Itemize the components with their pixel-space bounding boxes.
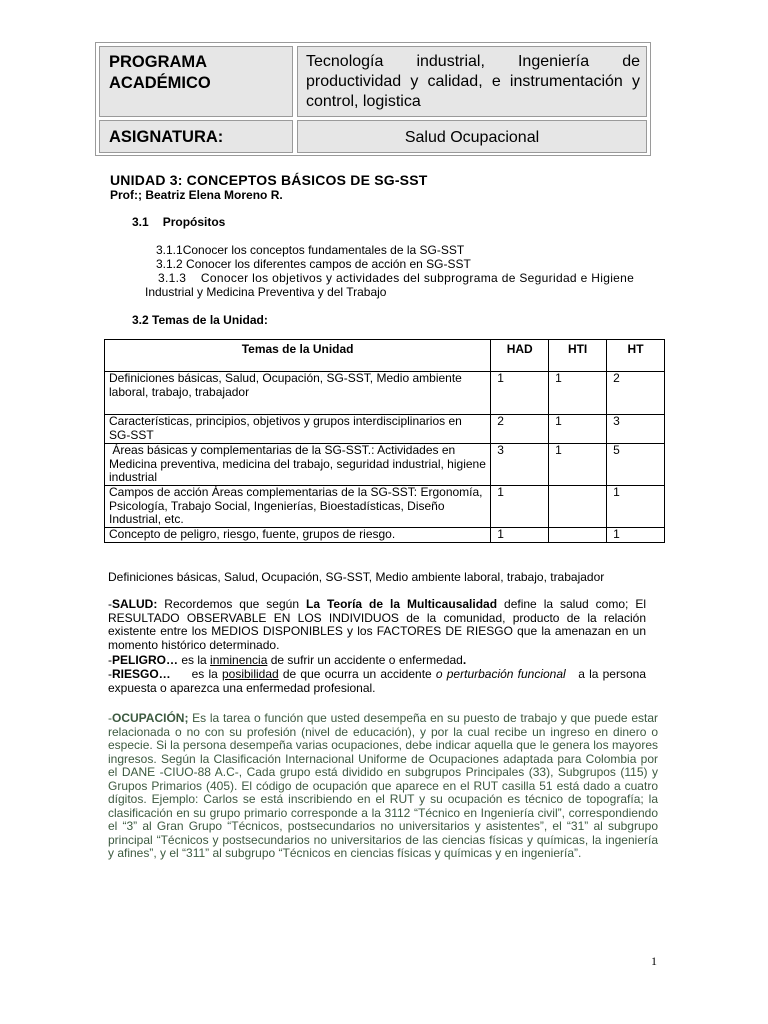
topic-cell: Campos de acción Áreas complementarias de la SG-SST: Ergonomía, Psicología, Trabajo Social, Ingenierías, Bioestadísticas, Diseño Industrial, etc.	[105, 486, 491, 528]
table-row	[105, 444, 665, 486]
purposes-heading-number: 3.1	[132, 215, 149, 229]
riesgo-italic: o perturbación funcional	[435, 667, 566, 681]
peligro-end: .	[462, 653, 467, 667]
riesgo-text-2: de que ocurra un accidente	[278, 667, 436, 681]
salud-dash: -	[108, 597, 112, 611]
definitions-title: Definiciones básicas, Salud, Ocupación, SG-SST, Medio ambiente laboral, trabajo, trabajador	[108, 570, 605, 584]
salud-term: SALUD:	[112, 597, 158, 611]
salud-paragraph	[108, 598, 646, 652]
purposes-heading-text: Propósitos	[162, 215, 226, 229]
ocupacion-paragraph	[108, 712, 658, 861]
purpose-item: 3.1.1Conocer los conceptos fundamentales de la SG-SST	[156, 243, 465, 257]
table-header-row	[105, 340, 665, 372]
salud-text-1: Recordemos que según	[157, 597, 306, 611]
riesgo-underlined: posibilidad	[221, 667, 279, 681]
peligro-text-1: es la	[178, 653, 211, 667]
table-row	[105, 415, 665, 444]
hti-cell: 1	[549, 444, 607, 486]
table-row	[105, 528, 665, 543]
unit-title: UNIDAD 3: CONCEPTOS BÁSICOS DE SG-SST	[110, 172, 428, 188]
hti-cell: 1	[549, 415, 607, 444]
peligro-underlined: inminencia	[210, 653, 268, 667]
ocupacion-term: OCUPACIÓN;	[112, 711, 189, 725]
purpose-item: 3.1.2 Conocer los diferentes campos de acción en SG-SST	[156, 257, 471, 271]
ht-cell: 2	[607, 372, 665, 415]
purpose-item: 3.1.3 Conocer los objetivos y actividades del subprograma de Seguridad e Higiene	[158, 271, 635, 285]
program-label: PROGRAMA ACADÉMICO	[109, 53, 211, 92]
riesgo-term: RIESGO…	[112, 667, 171, 681]
page-number: 1	[651, 954, 657, 968]
ht-cell: 1	[607, 486, 665, 528]
had-cell: 1	[491, 372, 549, 415]
had-cell: 1	[491, 486, 549, 528]
purposes-heading	[132, 216, 225, 230]
had-cell: 1	[491, 528, 549, 543]
table-row	[105, 486, 665, 528]
hti-cell	[549, 528, 607, 543]
ocupacion-text: Es la tarea o función que usted desempeña en su puesto de trabajo y que puede estar relacionada o no con su profesión (nivel de educación), y por la cual recibe un ingreso en dinero o especie. Si la persona desempeña varias ocupaciones, debe indicar aquella que le genera los mayores ingresos. Según la Clasificación Internacional Uniforme de Ocupaciones adaptada para Colombia por el DANE -CIUO-88 A.C-, Cada grupo está dividido en subgrupos Principales (33), Subgrupos (115) y Grupos Primarios (405). El código de ocupación que aparece en el RUT casilla 51 está dado a cuatro dígitos. Ejemplo: Carlos se está inscribiendo en el RUT y su ocupación es técnico de topografía; la clasificación en su grupo primario corresponde a la 3112 “Técnico en Ingeniería civil”, correspondiendo el “3” al Gran Grupo “Técnicos, postsecundarios no universitarios y asistentes”, el “31” al subgrupo principal “Técnicos y postsecundarios no universitarios de las ciencias físicas y químicas, la ingeniería y afines”, y el “311” al subgrupo “Técnicos en ciencias físicas y químicas y en ingeniería”.	[108, 711, 658, 860]
subject-value-cell	[297, 120, 647, 153]
had-cell: 3	[491, 444, 549, 486]
ht-cell: 3	[607, 415, 665, 444]
topics-table	[104, 339, 665, 543]
topic-cell: Concepto de peligro, riesgo, fuente, grupos de riesgo.	[105, 528, 491, 543]
ocupacion-dash: -	[108, 711, 112, 725]
peligro-paragraph	[108, 654, 466, 668]
column-header: Temas de la Unidad	[105, 340, 491, 372]
header-table	[95, 42, 651, 156]
topics-heading: 3.2 Temas de la Unidad:	[132, 313, 268, 327]
topic-cell: Características, principios, objetivos y grupos interdisciplinarios en SG-SST	[105, 415, 491, 444]
peligro-dash: -	[108, 653, 112, 667]
subject-label: ASIGNATURA:	[109, 128, 224, 146]
riesgo-text-1: es la	[170, 667, 222, 681]
riesgo-text-3: a la persona expuesta o aparezca una enfermedad profesional.	[108, 667, 650, 695]
purpose-item-continuation: Industrial y Medicina Preventiva y del Trabajo	[145, 285, 387, 299]
salud-text-2: define la salud como; El RESULTADO OBSERVABLE EN LOS INDIVIDUOS de la comunidad, producto de la relación existente entre los MEDIOS DISPONIBLES y los FACTORES DE RIESGO que la amenazan en un momento histórico determinado.	[108, 597, 646, 652]
topic-cell: Definiciones básicas, Salud, Ocupación, SG-SST, Medio ambiente laboral, trabajo, trabajador	[105, 372, 491, 415]
subject-label-cell	[99, 120, 293, 153]
subject-value: Salud Ocupacional	[404, 129, 540, 146]
peligro-text-2: de sufrir un accidente o enfermedad	[267, 653, 463, 667]
peligro-term: PELIGRO…	[112, 653, 179, 667]
hti-cell	[549, 486, 607, 528]
column-header: HTI	[549, 340, 607, 372]
ht-cell: 1	[607, 528, 665, 543]
riesgo-dash: -	[108, 667, 112, 681]
had-cell: 2	[491, 415, 549, 444]
hti-cell: 1	[549, 372, 607, 415]
table-row	[105, 372, 665, 415]
professor-name: Prof:; Beatriz Elena Moreno R.	[110, 188, 283, 202]
salud-theory: La Teoría de la Multicausalidad	[305, 597, 498, 611]
column-header: HT	[607, 340, 665, 372]
program-value-cell	[297, 46, 647, 117]
program-label-cell	[99, 46, 293, 117]
program-value: Tecnología industrial, Ingeniería de productividad y calidad, e instrumentación y control, logistica	[306, 53, 640, 110]
ht-cell: 5	[607, 444, 665, 486]
topic-cell: Áreas básicas y complementarias de la SG-SST.: Actividades en Medicina preventiva, medicina del trabajo, seguridad industrial, higiene industrial	[105, 444, 491, 486]
column-header: HAD	[491, 340, 549, 372]
riesgo-paragraph	[108, 667, 650, 695]
